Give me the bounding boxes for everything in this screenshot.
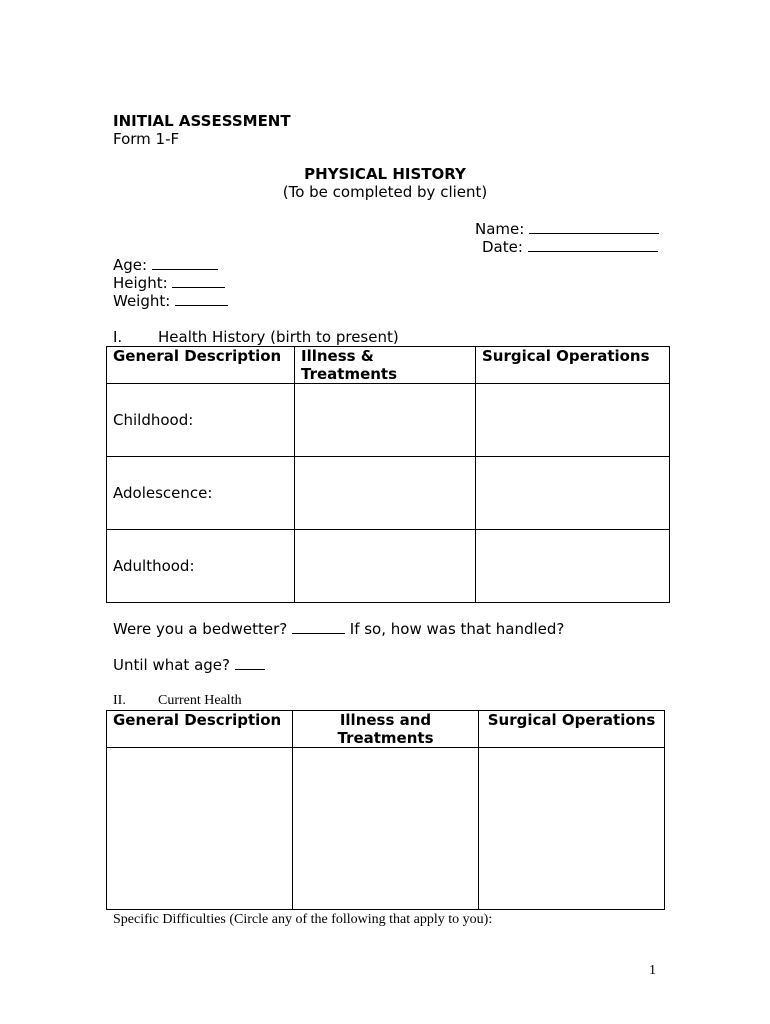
section1-heading: Health History (birth to present) (158, 328, 399, 346)
section-subtitle: (To be completed by client) (282, 183, 488, 201)
handled-label: If so, how was that handled? (349, 620, 565, 638)
specific-difficulties: Specific Difficulties (Circle any of the following that apply to you): (113, 912, 493, 927)
age-field[interactable] (113, 256, 218, 274)
section-title: PHYSICAL HISTORY (304, 165, 466, 183)
section1-number: I. (113, 328, 123, 346)
until-age-blank[interactable] (235, 657, 265, 670)
form-id: Form 1-F (113, 130, 180, 148)
name-field[interactable] (475, 220, 659, 238)
height-blank[interactable] (172, 275, 225, 288)
column-header: Illness and Treatments (293, 711, 479, 748)
until-age-label: Until what age? (113, 656, 230, 674)
date-label: Date: (482, 238, 523, 256)
row-label-childhood: Childhood: (107, 384, 295, 457)
name-blank[interactable] (529, 221, 659, 234)
age-blank[interactable] (152, 257, 218, 270)
illness-cell[interactable] (295, 530, 476, 603)
age-question (113, 656, 265, 674)
column-header: Illness & Treatments (295, 347, 476, 384)
date-blank[interactable] (528, 239, 658, 252)
section2-heading: Current Health (158, 693, 242, 708)
date-field[interactable] (482, 238, 658, 256)
table-row (107, 748, 665, 910)
illness-cell[interactable] (295, 384, 476, 457)
bedwetter-blank[interactable] (292, 621, 345, 634)
table-header-row (107, 347, 670, 384)
surgical-cell[interactable] (476, 384, 670, 457)
surgical-cell[interactable] (476, 457, 670, 530)
weight-blank[interactable] (175, 293, 228, 306)
surgical-cell[interactable] (476, 530, 670, 603)
row-label-adulthood: Adulthood: (107, 530, 295, 603)
illness-cell[interactable] (295, 457, 476, 530)
current-health-table (106, 710, 665, 910)
table-row (107, 457, 670, 530)
height-field[interactable] (113, 274, 225, 292)
table-row (107, 384, 670, 457)
table-row (107, 530, 670, 603)
description-cell[interactable] (107, 748, 293, 910)
bedwetter-question (113, 620, 564, 638)
column-header: General Description (107, 347, 295, 384)
section2-number: II. (113, 693, 126, 708)
weight-label: Weight: (113, 292, 171, 310)
column-header: General Description (107, 711, 293, 748)
page-number: 1 (649, 963, 656, 978)
row-label-adolescence: Adolescence: (107, 457, 295, 530)
health-history-table (106, 346, 670, 603)
bedwetter-label: Were you a bedwetter? (113, 620, 288, 638)
form-title: INITIAL ASSESSMENT (113, 112, 291, 130)
column-header: Surgical Operations (476, 347, 670, 384)
age-label: Age: (113, 256, 148, 274)
surgical-cell[interactable] (479, 748, 665, 910)
illness-cell[interactable] (293, 748, 479, 910)
name-label: Name: (475, 220, 525, 238)
column-header: Surgical Operations (479, 711, 665, 748)
height-label: Height: (113, 274, 168, 292)
table-header-row (107, 711, 665, 748)
weight-field[interactable] (113, 292, 228, 310)
